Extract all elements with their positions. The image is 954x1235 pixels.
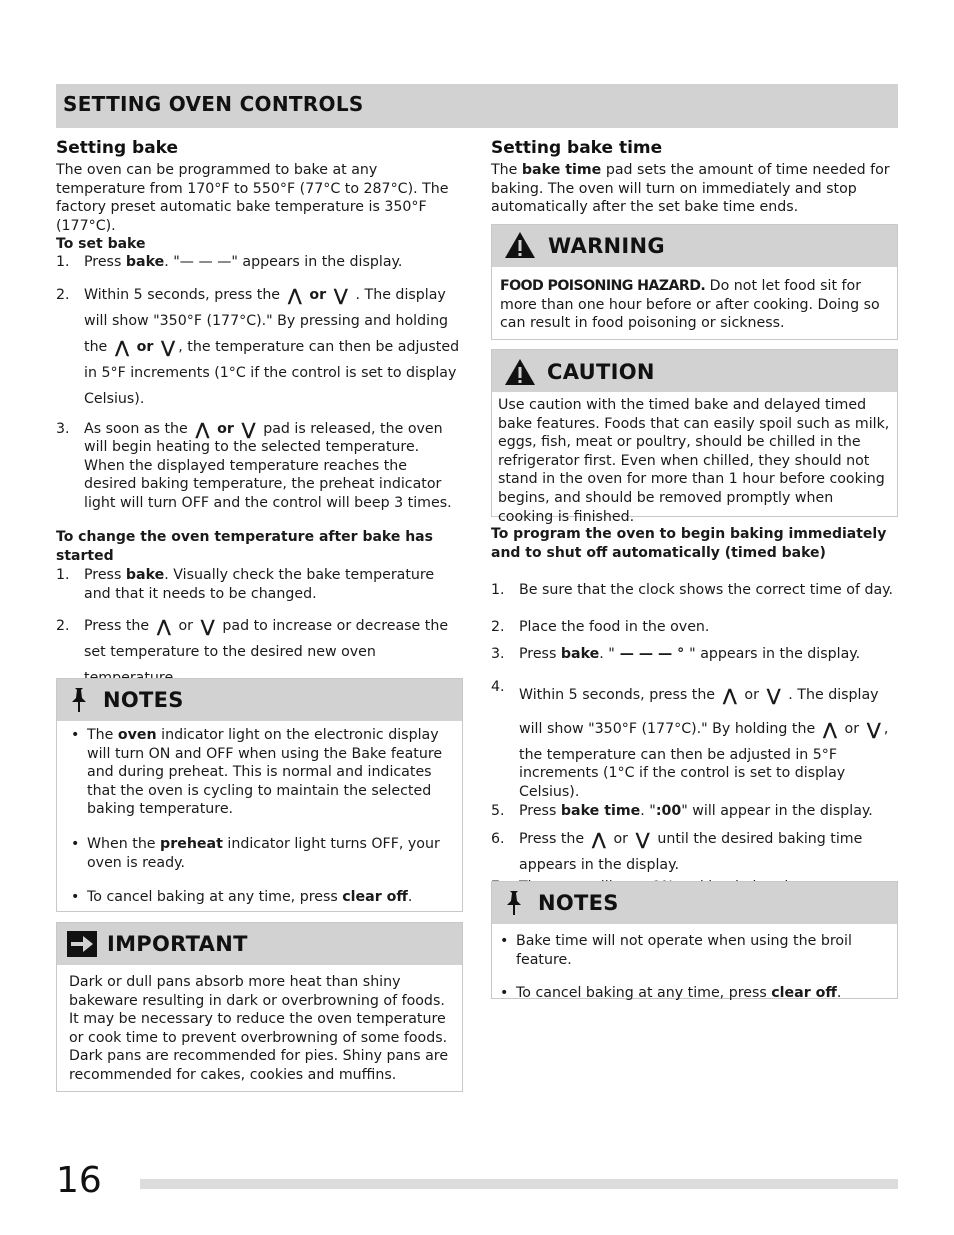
step-number: 6. (491, 831, 505, 848)
step-text: , the temperature can then be adjusted in 5°F increments (1°C if the control is set to display Celsius). (519, 720, 889, 800)
step-number: 5. (491, 802, 505, 819)
section-title: SETTING OVEN CONTROLS (63, 92, 364, 116)
step-text: until the desired baking time appears in the display. (519, 831, 863, 874)
up-arrow-icon: ⋀ (114, 337, 130, 358)
step-text: pad is released, the oven will begin heating to the selected temperature. When the displayed temperature reaches the desired baking temperature, the preheat indicator light will turn OFF and the control will beep 3 times. (84, 420, 452, 511)
step-text: Press the (84, 618, 150, 635)
bake-key-label: bake (560, 646, 600, 663)
up-arrow-icon: ⋀ (591, 830, 606, 851)
step-text: Press (84, 254, 126, 270)
step-text: Within 5 seconds, press the (84, 286, 281, 303)
list-item (56, 253, 460, 272)
caution-title: CAUTION (547, 360, 655, 384)
down-arrow-icon: ⋁ (160, 337, 176, 358)
change-temp-heading: To change the oven temperature after bake has started (56, 529, 433, 564)
list-item (491, 678, 901, 802)
list-item (56, 420, 460, 513)
step-text: Press (519, 802, 561, 819)
note-text: When the (87, 835, 161, 852)
step-text: Press (519, 646, 561, 663)
step-text: Within 5 seconds, press the (519, 686, 716, 703)
list-item (491, 826, 901, 878)
note-text: To cancel baking at any time, press (87, 889, 343, 906)
important-text: Dark or dull pans absorb more heat than shiny bakeware resulting in dark or overbrowning of foods. It may be necessary to reduce the oven temperature or cook time to prevent overbrowning of some foods. Dark pans are recommended for pies. Shiny pans are recommended for cakes, cookies and muffins. (69, 974, 449, 1083)
step-number: 1. (56, 567, 70, 583)
caution-box (491, 349, 898, 525)
bullet-dot: • (71, 835, 80, 852)
bake-key-label: bake (125, 254, 165, 270)
step-text: . " (640, 802, 656, 819)
up-arrow-icon: ⋀ (822, 719, 838, 740)
setting-bake-time-text (491, 161, 891, 217)
step-text: pad to increase or decrease the set temperature to the desired new oven (84, 618, 449, 661)
setting-bake-text: The oven can be programmed to bake at any temperature from 170°F to 550°F (77°C to 287°C). The factory preset automatic bake temperature is 350°F (177°C). (56, 162, 449, 234)
footer-bar (140, 1179, 898, 1189)
setting-bake-heading: Setting bake (56, 138, 179, 158)
bullet-dot: • (500, 985, 509, 1002)
note-bold: clear off (342, 889, 408, 906)
up-arrow-icon: ⋀ (195, 419, 210, 440)
down-arrow-icon: ⋁ (333, 285, 348, 306)
step-text: Be sure that the clock shows the correct time of day. (519, 582, 894, 598)
list-item (496, 984, 893, 1003)
warning-triangle-icon (504, 358, 536, 386)
bullet-dot: • (500, 933, 509, 949)
step-text: " appears in the display. (689, 646, 861, 663)
bullet-dot: • (71, 889, 80, 906)
list-item (491, 618, 901, 637)
list-item (56, 566, 460, 603)
arrow-right-icon (67, 931, 97, 957)
note-text: Bake time will not operate when using the broil feature. (516, 933, 852, 968)
up-arrow-icon: ⋀ (156, 617, 171, 638)
step-text: Place the food in the oven. (519, 618, 710, 635)
step-text: Press the (519, 831, 585, 848)
note-text: . (407, 889, 413, 906)
warning-bold: FOOD POISONING HAZARD. (500, 278, 706, 294)
note-text: . (836, 985, 842, 1002)
or-label: or (613, 831, 629, 848)
list-item (67, 726, 452, 819)
step-number: 3. (56, 420, 70, 437)
step-number: 2. (56, 618, 70, 635)
list-item (491, 802, 901, 821)
step-text: , the temperature can then be adjusted in 5°F increments (1°C if the control is set to display Celsius). (84, 338, 460, 407)
step-number: 4. (491, 678, 505, 695)
note-bold: clear off (771, 985, 837, 1002)
para-text: pad sets the amount of time needed for baking. The oven will turn on immediately and stop automatically after the set bake time ends. (491, 162, 890, 216)
notes-body (492, 924, 897, 1011)
notes-header (57, 679, 462, 721)
pushpin-icon (69, 686, 91, 714)
note-bold: oven (117, 727, 157, 743)
para-text: The (491, 162, 522, 178)
or-label: or (309, 286, 327, 303)
to-set-bake-heading: To set bake (56, 236, 146, 252)
list-item (491, 645, 901, 664)
step-text: . The display will show "350°F (177°C)." By holding the (519, 686, 879, 737)
important-title: IMPORTANT (107, 932, 248, 956)
list-item (56, 282, 460, 412)
warning-triangle-icon (504, 231, 536, 259)
notes-title: NOTES (538, 891, 619, 915)
step-text: . Visually check the bake temperature and that it needs to be changed. (84, 567, 435, 602)
step-text: . " (599, 646, 615, 663)
notes-box-right (491, 881, 898, 1002)
step-text: Press (84, 567, 126, 583)
step-number: 3. (491, 646, 505, 663)
down-arrow-icon: ⋁ (241, 419, 256, 440)
step-number: 1. (491, 582, 505, 598)
warning-body (492, 267, 897, 343)
or-label: or (844, 720, 860, 737)
caution-header (492, 350, 897, 392)
page-number: 16 (56, 1160, 102, 1201)
down-arrow-icon: ⋁ (766, 685, 781, 706)
notes-box-left (56, 678, 463, 912)
notes-header (492, 882, 897, 924)
list-item (491, 581, 901, 600)
warning-text: Do not let food sit for more than one hour before or after cooking. Doing so can result in food poisoning or sickness. (500, 278, 880, 332)
setting-bake-time-heading: Setting bake time (491, 138, 663, 158)
step-text: " will appear in the display. (681, 802, 873, 819)
program-timed-bake-heading: To program the oven to begin baking immediately and to shut off automatically (timed bake) (491, 526, 887, 561)
or-label: or (136, 338, 154, 355)
note-text: To cancel baking at any time, press (516, 985, 772, 1002)
down-arrow-icon: ⋁ (866, 719, 881, 740)
bake-key-label: bake (125, 567, 165, 583)
warning-box (491, 224, 898, 340)
note-bold: preheat (160, 835, 223, 852)
step-text: As soon as the (84, 420, 188, 437)
notes-title: NOTES (103, 688, 184, 712)
up-arrow-icon: ⋀ (722, 685, 737, 706)
display-dashes: — — — ° (614, 646, 690, 663)
step-number: 2. (56, 286, 70, 303)
bullet-dot: • (71, 727, 80, 743)
step-text: . "— — —" appears in the display. (164, 254, 403, 270)
bake-time-key-label: bake time (521, 162, 602, 178)
down-arrow-icon: ⋁ (200, 617, 215, 638)
bake-time-key-label: bake time (560, 802, 641, 819)
important-header (57, 923, 462, 965)
or-label: or (178, 618, 194, 635)
set-bake-steps (56, 253, 460, 513)
warning-title: WARNING (548, 234, 665, 258)
step-number: 1. (56, 254, 70, 270)
list-item (496, 932, 893, 969)
up-arrow-icon: ⋀ (287, 285, 302, 306)
notes-body (57, 721, 462, 915)
step-number: 2. (491, 618, 505, 635)
note-text: The (87, 727, 118, 743)
important-box (56, 922, 463, 1092)
note-text: indicator light on the electronic display will turn ON and OFF when using the Bake feature and during preheat. This is normal and indicates that the oven is cycling to maintain the selected baking temperature. (87, 727, 443, 818)
list-item (67, 835, 452, 872)
note-text: indicator light turns OFF, your oven is ready. (87, 835, 440, 871)
or-label: or (744, 686, 759, 703)
down-arrow-icon: ⋁ (635, 830, 650, 851)
caution-text: Use caution with the timed bake and delayed timed bake features. Foods that can easily spoil such as milk, eggs, fish, meat or poultry, should be chilled in the refrigerator first. Even when chilled, they should not stand in the oven for more than 1 hour before cooking begins, and should be removed promptly when cooking is finished. (498, 397, 890, 525)
or-label: or (217, 420, 234, 437)
change-temp-steps (56, 566, 460, 691)
pushpin-icon (504, 889, 526, 917)
timed-bake-steps (491, 581, 901, 897)
step-text: . The display will show "350°F (177°C)." By pressing and holding the (84, 286, 449, 355)
display-value: :00 (655, 802, 682, 819)
warning-header (492, 225, 897, 267)
list-item (67, 888, 452, 907)
